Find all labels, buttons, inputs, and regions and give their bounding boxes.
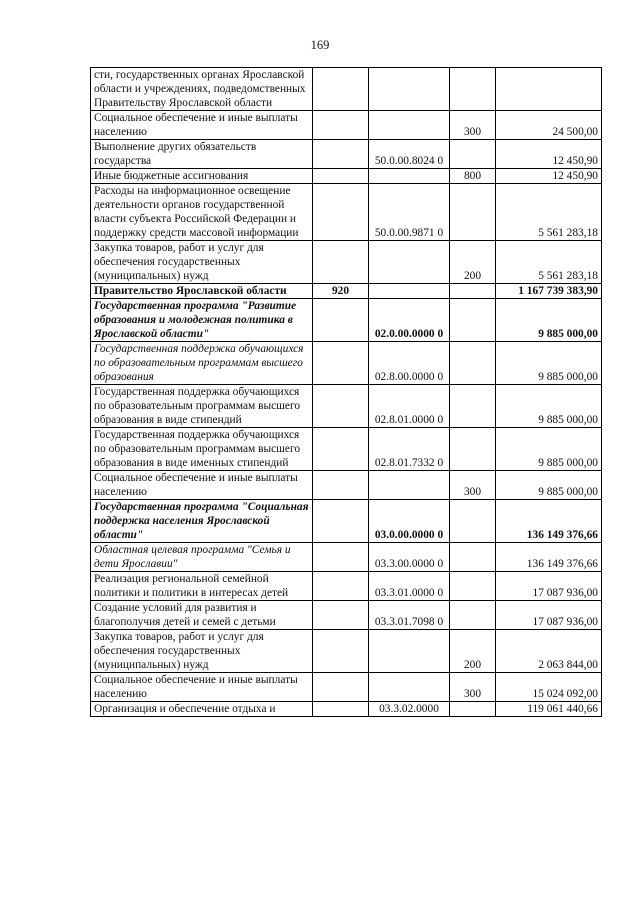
row-code-cell: 03.0.00.0000 0 xyxy=(369,500,450,543)
row-amount-cell: 9 885 000,00 xyxy=(496,471,602,500)
row-expense-type-cell: 200 xyxy=(450,241,496,284)
row-amount-cell: 9 885 000,00 xyxy=(496,299,602,342)
row-name-cell: Правительство Ярославской области xyxy=(91,284,313,299)
row-name-cell: Государственная поддержка обучающихся по образовательным программам высшего образования xyxy=(91,342,313,385)
row-name-cell: сти, государственных органах Ярославской области и учреждениях, подведомственных Правительству Ярославской области xyxy=(91,68,313,111)
row-amount-cell: 15 024 092,00 xyxy=(496,673,602,702)
row-expense-type-cell: 300 xyxy=(450,111,496,140)
row-amount-cell: 1 167 739 383,90 xyxy=(496,284,602,299)
row-expense-type-cell xyxy=(450,572,496,601)
row-expense-type-cell: 300 xyxy=(450,471,496,500)
row-ministry-cell xyxy=(313,471,369,500)
table-row xyxy=(91,284,602,299)
row-ministry-cell: 920 xyxy=(313,284,369,299)
row-ministry-cell xyxy=(313,500,369,543)
table-row xyxy=(91,471,602,500)
row-ministry-cell xyxy=(313,241,369,284)
table-row xyxy=(91,572,602,601)
row-ministry-cell xyxy=(313,428,369,471)
row-code-cell xyxy=(369,111,450,140)
row-ministry-cell xyxy=(313,169,369,184)
row-amount-cell: 5 561 283,18 xyxy=(496,184,602,241)
row-code-cell xyxy=(369,68,450,111)
row-name-cell: Государственная программа "Развитие образования и молодежная политика в Ярославской области" xyxy=(91,299,313,342)
table-row xyxy=(91,673,602,702)
row-name-cell: Государственная поддержка обучающихся по образовательным программам высшего образования в виде стипендий xyxy=(91,385,313,428)
row-expense-type-cell xyxy=(450,428,496,471)
row-name-cell: Социальное обеспечение и иные выплаты населению xyxy=(91,471,313,500)
row-expense-type-cell: 800 xyxy=(450,169,496,184)
row-name-cell: Государственная программа "Социальная поддержка населения Ярославской области" xyxy=(91,500,313,543)
row-code-cell xyxy=(369,673,450,702)
table-row xyxy=(91,111,602,140)
row-ministry-cell xyxy=(313,299,369,342)
table-row xyxy=(91,385,602,428)
row-amount-cell: 136 149 376,66 xyxy=(496,500,602,543)
row-name-cell: Закупка товаров, работ и услуг для обеспечения государственных (муниципальных) нужд xyxy=(91,630,313,673)
row-amount-cell: 9 885 000,00 xyxy=(496,385,602,428)
row-ministry-cell xyxy=(313,601,369,630)
row-expense-type-cell xyxy=(450,140,496,169)
row-expense-type-cell: 300 xyxy=(450,673,496,702)
row-expense-type-cell xyxy=(450,299,496,342)
row-name-cell: Организация и обеспечение отдыха и xyxy=(91,702,313,717)
row-expense-type-cell xyxy=(450,184,496,241)
row-amount-cell: 5 561 283,18 xyxy=(496,241,602,284)
row-code-cell: 03.3.02.0000 xyxy=(369,702,450,717)
row-ministry-cell xyxy=(313,385,369,428)
row-amount-cell xyxy=(496,68,602,111)
row-code-cell: 02.8.01.7332 0 xyxy=(369,428,450,471)
row-code-cell: 03.3.01.0000 0 xyxy=(369,572,450,601)
table-row xyxy=(91,184,602,241)
table-row xyxy=(91,500,602,543)
table-row xyxy=(91,601,602,630)
row-amount-cell: 119 061 440,66 xyxy=(496,702,602,717)
table-row xyxy=(91,702,602,717)
budget-table xyxy=(90,67,602,717)
row-amount-cell: 2 063 844,00 xyxy=(496,630,602,673)
row-amount-cell: 9 885 000,00 xyxy=(496,342,602,385)
row-ministry-cell xyxy=(313,572,369,601)
table-row xyxy=(91,299,602,342)
row-code-cell: 50.0.00.8024 0 xyxy=(369,140,450,169)
budget-table-body xyxy=(91,68,602,717)
row-code-cell: 02.8.00.0000 0 xyxy=(369,342,450,385)
row-expense-type-cell xyxy=(450,284,496,299)
row-name-cell: Областная целевая программа "Семья и дети Ярославии" xyxy=(91,543,313,572)
table-row xyxy=(91,140,602,169)
row-ministry-cell xyxy=(313,702,369,717)
row-name-cell: Реализация региональной семейной политики и политики в интересах детей xyxy=(91,572,313,601)
table-row xyxy=(91,630,602,673)
row-ministry-cell xyxy=(313,543,369,572)
row-name-cell: Расходы на информационное освещение деятельности органов государственной власти субъекта Российской Федерации и поддержку средств массовой информации xyxy=(91,184,313,241)
row-code-cell xyxy=(369,630,450,673)
table-row xyxy=(91,342,602,385)
row-amount-cell: 17 087 936,00 xyxy=(496,572,602,601)
row-code-cell xyxy=(369,169,450,184)
row-expense-type-cell xyxy=(450,68,496,111)
row-expense-type-cell xyxy=(450,500,496,543)
row-name-cell: Иные бюджетные ассигнования xyxy=(91,169,313,184)
row-expense-type-cell xyxy=(450,543,496,572)
row-expense-type-cell xyxy=(450,342,496,385)
row-name-cell: Создание условий для развития и благополучия детей и семей с детьми xyxy=(91,601,313,630)
row-name-cell: Государственная поддержка обучающихся по образовательным программам высшего образования в виде именных стипендий xyxy=(91,428,313,471)
row-ministry-cell xyxy=(313,673,369,702)
row-code-cell: 50.0.00.9871 0 xyxy=(369,184,450,241)
row-ministry-cell xyxy=(313,342,369,385)
row-amount-cell: 24 500,00 xyxy=(496,111,602,140)
row-code-cell xyxy=(369,471,450,500)
row-ministry-cell xyxy=(313,111,369,140)
row-code-cell: 03.3.00.0000 0 xyxy=(369,543,450,572)
row-name-cell: Социальное обеспечение и иные выплаты населению xyxy=(91,111,313,140)
row-expense-type-cell xyxy=(450,385,496,428)
row-amount-cell: 9 885 000,00 xyxy=(496,428,602,471)
row-amount-cell: 136 149 376,66 xyxy=(496,543,602,572)
row-code-cell: 03.3.01.7098 0 xyxy=(369,601,450,630)
row-expense-type-cell xyxy=(450,702,496,717)
row-name-cell: Социальное обеспечение и иные выплаты населению xyxy=(91,673,313,702)
row-expense-type-cell: 200 xyxy=(450,630,496,673)
row-amount-cell: 17 087 936,00 xyxy=(496,601,602,630)
row-ministry-cell xyxy=(313,68,369,111)
row-ministry-cell xyxy=(313,184,369,241)
table-row xyxy=(91,543,602,572)
row-amount-cell: 12 450,90 xyxy=(496,169,602,184)
row-name-cell: Закупка товаров, работ и услуг для обеспечения государственных (муниципальных) нужд xyxy=(91,241,313,284)
row-expense-type-cell xyxy=(450,601,496,630)
row-code-cell xyxy=(369,241,450,284)
row-code-cell xyxy=(369,284,450,299)
row-amount-cell: 12 450,90 xyxy=(496,140,602,169)
row-ministry-cell xyxy=(313,140,369,169)
row-code-cell: 02.0.00.0000 0 xyxy=(369,299,450,342)
row-name-cell: Выполнение других обязательств государства xyxy=(91,140,313,169)
table-row xyxy=(91,241,602,284)
table-row xyxy=(91,169,602,184)
table-row xyxy=(91,68,602,111)
table-row xyxy=(91,428,602,471)
page-number: 169 xyxy=(310,38,330,52)
row-ministry-cell xyxy=(313,630,369,673)
row-code-cell: 02.8.01.0000 0 xyxy=(369,385,450,428)
